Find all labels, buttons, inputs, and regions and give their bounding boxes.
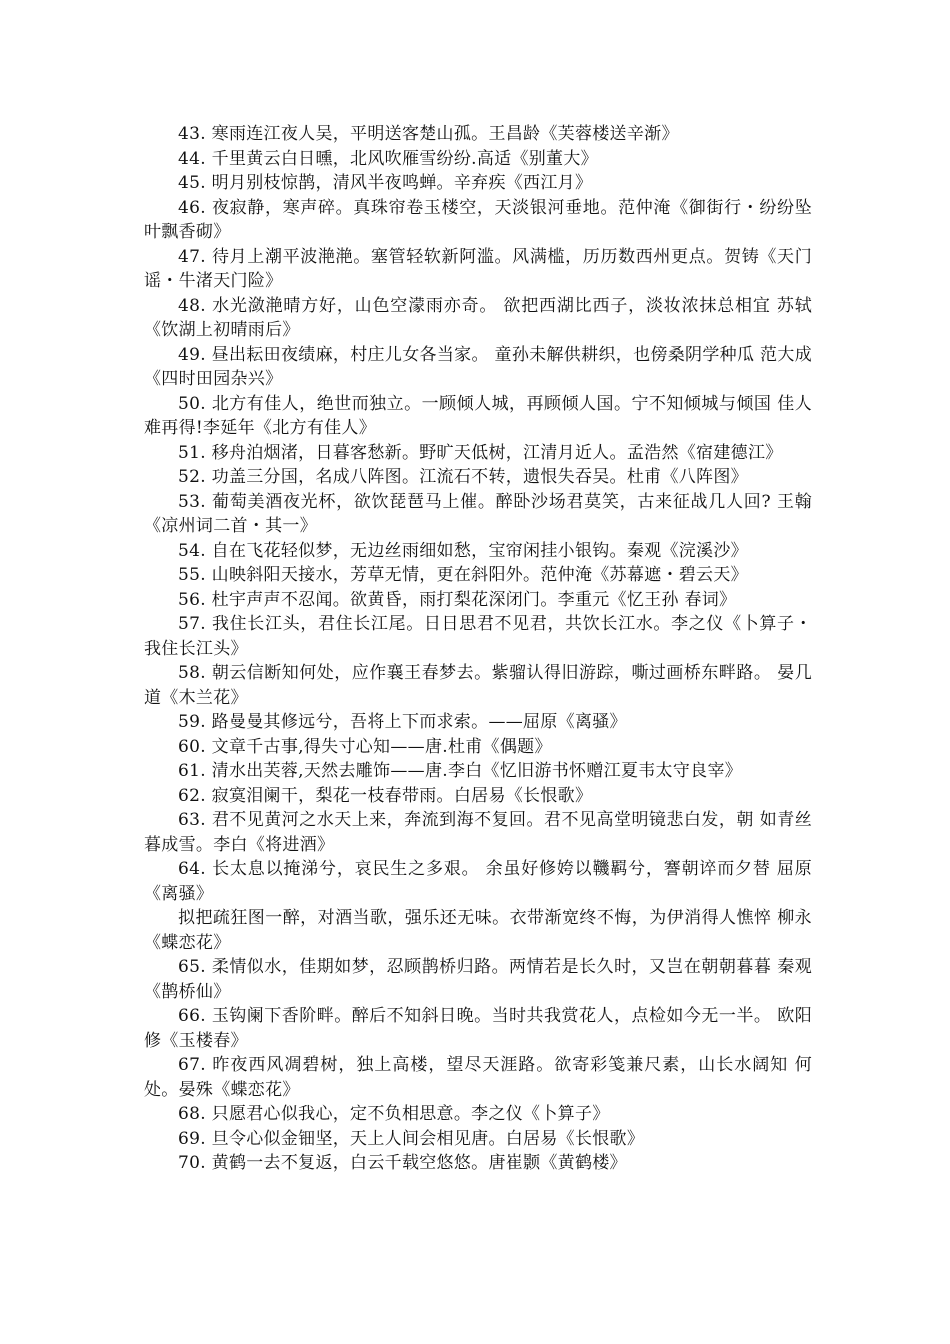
poem-line-68: 68. 只愿君心似我心，定不负相思意。李之仪《卜算子》 [178,1104,610,1124]
poem-line-53: 53. 葡萄美酒夜光杯，欲饮琵琶马上催。醉卧沙场君莫笑，古来征战几人回? 王翰《凉州词二首・其一》 [144,491,812,536]
poem-line-67: 67. 昨夜西风凋碧树，独上高楼，望尽天涯路。欲寄彩笺兼尺素，山长水阔知 何处。晏殊《蝶恋花》 [144,1055,812,1100]
poem-line-59: 59. 路曼曼其修远兮，吾将上下而求索。——屈原《离骚》 [178,712,627,732]
poem-line-46: 46. 夜寂静，寒声碎。真珠帘卷玉楼空，天淡银河垂地。范仲淹《御街行・纷纷坠叶飘香砌》 [144,197,812,242]
document-body [144,122,812,1176]
poem-line-58: 58. 朝云信断知何处，应作襄王春梦去。紫骝认得旧游踪，嘶过画桥东畔路。 晏几道《木兰花》 [144,663,812,708]
poem-line-57: 57. 我住长江头，君住长江尾。日日思君不见君，共饮长江水。李之仪《卜算子・我住长江头》 [144,614,812,659]
poem-line-70: 70. 黄鹤一去不复返，白云千载空悠悠。唐崔颢《黄鹤楼》 [178,1153,627,1173]
poem-line-65: 65. 柔情似水，佳期如梦，忍顾鹊桥归路。两情若是长久时，又岂在朝朝暮暮 秦观《鹊桥仙》 [144,957,812,1002]
poem-line-47: 47. 待月上潮平波滟滟。塞管轻软新阿滥。风满槛，历历数西州更点。贺铸《天门谣・牛渚天门险》 [144,246,812,291]
poem-line-54: 54. 自在飞花轻似梦，无边丝雨细如愁，宝帘闲挂小银钩。秦观《浣溪沙》 [178,540,748,561]
poem-line-43: 43. 寒雨连江夜人吴，平明送客楚山孤。王昌龄《芙蓉楼送辛渐》 [178,124,679,144]
poem-line-50: 50. 北方有佳人，绝世而独立。一顾倾人城，再顾倾人国。宁不知倾城与倾国 佳人难再得!李延年《北方有佳人》 [144,393,812,438]
poem-line-66: 66. 玉钩阑下香阶畔。醉后不知斜日晚。当时共我赏花人，点检如今无一半。 欧阳修《玉楼春》 [144,1006,812,1051]
poem-line-49: 49. 昼出耘田夜绩麻，村庄儿女各当家。 童孙未解供耕织，也傍桑阴学种瓜 范大成《四时田园杂兴》 [144,344,812,389]
poem-line-60: 60. 文章千古事,得失寸心知——唐.杜甫《偶题》 [178,736,552,757]
poem-line-62: 62. 寂寞泪阑干，梨花一枝春带雨。白居易《长恨歌》 [178,785,593,806]
poem-line-63: 63. 君不见黄河之水天上来，奔流到海不复回。君不见高堂明镜悲白发，朝 如青丝暮成雪。李白《将进酒》 [144,810,812,855]
poem-line-unnumbered: 拟把疏狂图一醉，对酒当歌，强乐还无味。衣带渐宽终不悔，为伊消得人憔悴 柳永《蝶恋花》 [144,908,812,953]
poem-line-52: 52. 功盖三分国，名成八阵图。江流石不转，遗恨失吞吴。杜甫《八阵图》 [178,467,748,487]
poem-line-55: 55. 山映斜阳天接水，芳草无情，更在斜阳外。范仲淹《苏幕遮・碧云天》 [178,565,748,585]
poem-line-44: 44. 千里黄云白日曛，北风吹雁雪纷纷.高适《别董大》 [178,148,598,169]
poem-line-48: 48. 水光潋滟晴方好，山色空濛雨亦奇。 欲把西湖比西子，淡妆浓抹总相宜 苏轼《饮湖上初晴雨后》 [144,295,812,340]
poem-line-69: 69. 旦令心似金钿坚，天上人间会相见唐。白居易《长恨歌》 [178,1128,645,1149]
poem-line-51: 51. 移舟泊烟渚，日暮客愁新。野旷天低树，江清月近人。孟浩然《宿建德江》 [178,442,783,463]
poem-line-64: 64. 长太息以掩涕兮，哀民生之多艰。 余虽好修姱以鞿羁兮，謇朝谇而夕替 屈原《离骚》 [144,859,812,904]
poem-line-56: 56. 杜宇声声不忍闻。欲黄昏，雨打梨花深闭门。李重元《忆王孙 春词》 [178,589,737,610]
poem-line-61: 61. 清水出芙蓉,天然去雕饰——唐.李白《忆旧游书怀赠江夏韦太守良宰》 [178,761,743,781]
poem-line-45: 45. 明月别枝惊鹊，清风半夜鸣蝉。辛弃疾《西江月》 [178,173,593,193]
